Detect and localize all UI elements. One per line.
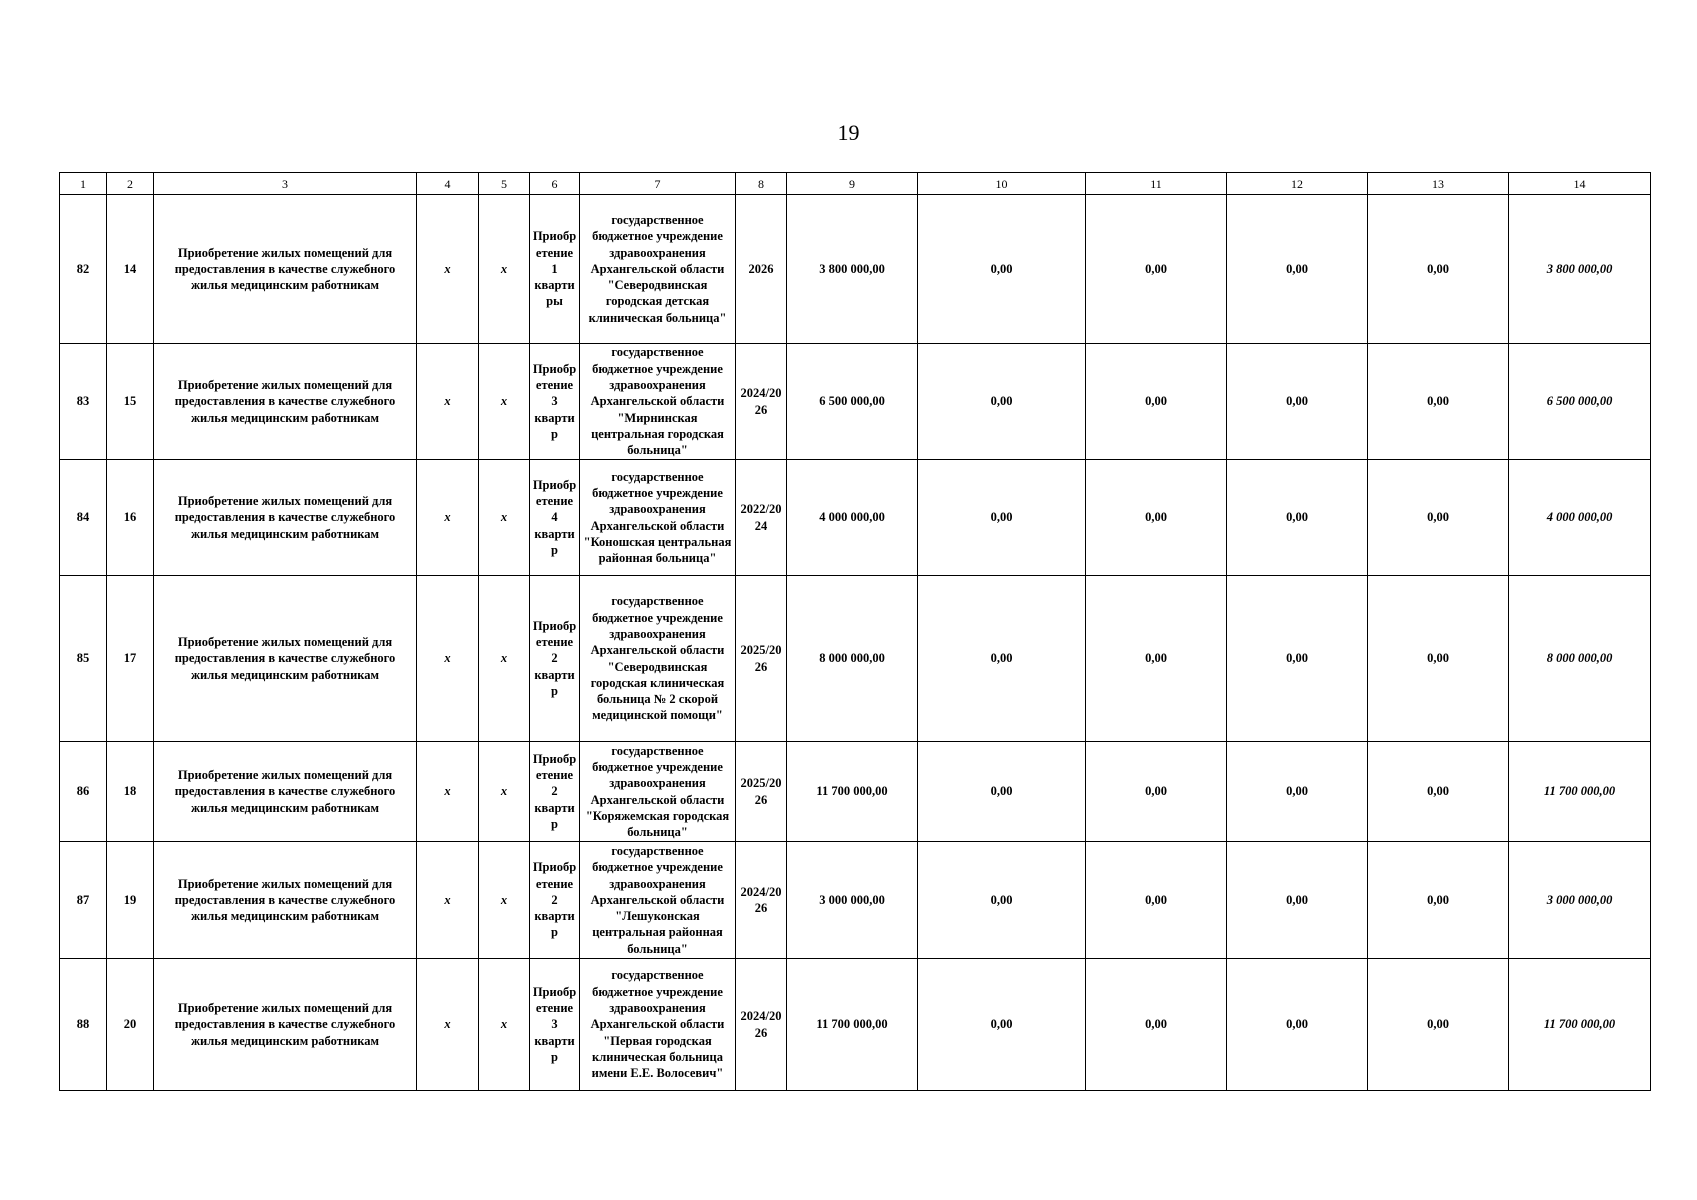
cell-col4: x <box>417 460 479 576</box>
cell-period: 2025/2026 <box>736 576 787 742</box>
cell-work-type: Приобретение 2 квартир <box>530 842 580 959</box>
cell-institution: государственное бюджетное учреждение здравоохранения Архангельской области "Коношская центральная районная больница" <box>580 460 736 576</box>
cell-col12: 0,00 <box>1227 576 1368 742</box>
cell-col13: 0,00 <box>1368 460 1509 576</box>
cell-col10: 0,00 <box>918 842 1086 959</box>
cell-col10: 0,00 <box>918 460 1086 576</box>
cell-col11: 0,00 <box>1086 460 1227 576</box>
table-row <box>60 576 1651 742</box>
cell-item-number: 16 <box>107 460 154 576</box>
cell-col13: 0,00 <box>1368 344 1509 460</box>
cell-col4: x <box>417 195 479 344</box>
cell-measure-name: Приобретение жилых помещений для предоставления в качестве служебного жилья медицинским работникам <box>154 460 417 576</box>
cell-col5: x <box>479 959 530 1091</box>
cell-institution: государственное бюджетное учреждение здравоохранения Архангельской области "Коряжемская городская больница" <box>580 742 736 842</box>
cell-measure-name: Приобретение жилых помещений для предоставления в качестве служебного жилья медицинским работникам <box>154 842 417 959</box>
cell-col5: x <box>479 742 530 842</box>
cell-col5: x <box>479 576 530 742</box>
cell-col4: x <box>417 576 479 742</box>
cell-col5: x <box>479 344 530 460</box>
cell-period: 2022/2024 <box>736 460 787 576</box>
page-number: 19 <box>837 120 860 145</box>
cell-row-number: 82 <box>60 195 107 344</box>
table-row <box>60 460 1651 576</box>
cell-period: 2024/2026 <box>736 959 787 1091</box>
header-cell: 6 <box>530 173 580 195</box>
cell-col4: x <box>417 344 479 460</box>
cell-col13: 0,00 <box>1368 195 1509 344</box>
cell-col9: 6 500 000,00 <box>787 344 918 460</box>
cell-total: 11 700 000,00 <box>1509 959 1651 1091</box>
cell-period: 2024/2026 <box>736 344 787 460</box>
cell-col5: x <box>479 842 530 959</box>
cell-col9: 11 700 000,00 <box>787 959 918 1091</box>
cell-col11: 0,00 <box>1086 842 1227 959</box>
table-row <box>60 842 1651 959</box>
cell-total: 11 700 000,00 <box>1509 742 1651 842</box>
table-row <box>60 959 1651 1091</box>
header-cell: 5 <box>479 173 530 195</box>
cell-total: 3 000 000,00 <box>1509 842 1651 959</box>
cell-item-number: 14 <box>107 195 154 344</box>
header-cell: 1 <box>60 173 107 195</box>
header-cell: 4 <box>417 173 479 195</box>
cell-col11: 0,00 <box>1086 344 1227 460</box>
cell-row-number: 88 <box>60 959 107 1091</box>
header-row <box>60 173 1651 195</box>
cell-work-type: Приобретение 1 квартиры <box>530 195 580 344</box>
cell-col12: 0,00 <box>1227 460 1368 576</box>
cell-work-type: Приобретение 2 квартир <box>530 576 580 742</box>
cell-institution: государственное бюджетное учреждение здравоохранения Архангельской области "Северодвинская городская детская клиническая больница" <box>580 195 736 344</box>
cell-total: 3 800 000,00 <box>1509 195 1651 344</box>
cell-measure-name: Приобретение жилых помещений для предоставления в качестве служебного жилья медицинским работникам <box>154 195 417 344</box>
cell-row-number: 85 <box>60 576 107 742</box>
cell-col4: x <box>417 959 479 1091</box>
cell-institution: государственное бюджетное учреждение здравоохранения Архангельской области "Лешуконская центральная районная больница" <box>580 842 736 959</box>
header-cell: 13 <box>1368 173 1509 195</box>
header-cell: 3 <box>154 173 417 195</box>
cell-total: 8 000 000,00 <box>1509 576 1651 742</box>
cell-col13: 0,00 <box>1368 842 1509 959</box>
cell-col9: 4 000 000,00 <box>787 460 918 576</box>
cell-institution: государственное бюджетное учреждение здравоохранения Архангельской области "Первая городская клиническая больница имени Е.Е. Волосевич" <box>580 959 736 1091</box>
cell-col11: 0,00 <box>1086 959 1227 1091</box>
cell-col10: 0,00 <box>918 344 1086 460</box>
cell-measure-name: Приобретение жилых помещений для предоставления в качестве служебного жилья медицинским работникам <box>154 959 417 1091</box>
cell-col4: x <box>417 842 479 959</box>
cell-period: 2025/2026 <box>736 742 787 842</box>
cell-row-number: 87 <box>60 842 107 959</box>
cell-col10: 0,00 <box>918 959 1086 1091</box>
cell-row-number: 83 <box>60 344 107 460</box>
cell-work-type: Приобретение 3 квартир <box>530 344 580 460</box>
cell-col12: 0,00 <box>1227 959 1368 1091</box>
cell-period: 2024/2026 <box>736 842 787 959</box>
header-cell: 8 <box>736 173 787 195</box>
cell-item-number: 15 <box>107 344 154 460</box>
cell-work-type: Приобретение 3 квартир <box>530 959 580 1091</box>
program-table <box>59 172 1651 1091</box>
cell-total: 4 000 000,00 <box>1509 460 1651 576</box>
cell-col9: 11 700 000,00 <box>787 742 918 842</box>
cell-col10: 0,00 <box>918 195 1086 344</box>
cell-institution: государственное бюджетное учреждение здравоохранения Архангельской области "Северодвинская городская клиническая больница № 2 скорой медицинской помощи" <box>580 576 736 742</box>
cell-col11: 0,00 <box>1086 195 1227 344</box>
header-cell: 14 <box>1509 173 1651 195</box>
cell-col13: 0,00 <box>1368 742 1509 842</box>
cell-work-type: Приобретение 4 квартир <box>530 460 580 576</box>
cell-col9: 8 000 000,00 <box>787 576 918 742</box>
cell-measure-name: Приобретение жилых помещений для предоставления в качестве служебного жилья медицинским работникам <box>154 344 417 460</box>
cell-row-number: 86 <box>60 742 107 842</box>
cell-col11: 0,00 <box>1086 576 1227 742</box>
cell-total: 6 500 000,00 <box>1509 344 1651 460</box>
cell-col10: 0,00 <box>918 742 1086 842</box>
cell-col12: 0,00 <box>1227 195 1368 344</box>
cell-item-number: 17 <box>107 576 154 742</box>
cell-col12: 0,00 <box>1227 344 1368 460</box>
cell-item-number: 20 <box>107 959 154 1091</box>
header-cell: 12 <box>1227 173 1368 195</box>
cell-item-number: 19 <box>107 842 154 959</box>
cell-col5: x <box>479 460 530 576</box>
cell-col12: 0,00 <box>1227 842 1368 959</box>
cell-col4: x <box>417 742 479 842</box>
table-row <box>60 344 1651 460</box>
cell-work-type: Приобретение 2 квартир <box>530 742 580 842</box>
cell-col9: 3 000 000,00 <box>787 842 918 959</box>
cell-period: 2026 <box>736 195 787 344</box>
header-cell: 11 <box>1086 173 1227 195</box>
cell-measure-name: Приобретение жилых помещений для предоставления в качестве служебного жилья медицинским работникам <box>154 576 417 742</box>
cell-col9: 3 800 000,00 <box>787 195 918 344</box>
cell-col12: 0,00 <box>1227 742 1368 842</box>
cell-col13: 0,00 <box>1368 576 1509 742</box>
cell-col5: x <box>479 195 530 344</box>
cell-col10: 0,00 <box>918 576 1086 742</box>
cell-institution: государственное бюджетное учреждение здравоохранения Архангельской области "Мирнинская центральная городская больница" <box>580 344 736 460</box>
cell-row-number: 84 <box>60 460 107 576</box>
cell-col11: 0,00 <box>1086 742 1227 842</box>
header-cell: 7 <box>580 173 736 195</box>
table-row <box>60 742 1651 842</box>
header-cell: 2 <box>107 173 154 195</box>
table-row <box>60 195 1651 344</box>
cell-item-number: 18 <box>107 742 154 842</box>
header-cell: 9 <box>787 173 918 195</box>
cell-measure-name: Приобретение жилых помещений для предоставления в качестве служебного жилья медицинским работникам <box>154 742 417 842</box>
cell-col13: 0,00 <box>1368 959 1509 1091</box>
header-cell: 10 <box>918 173 1086 195</box>
